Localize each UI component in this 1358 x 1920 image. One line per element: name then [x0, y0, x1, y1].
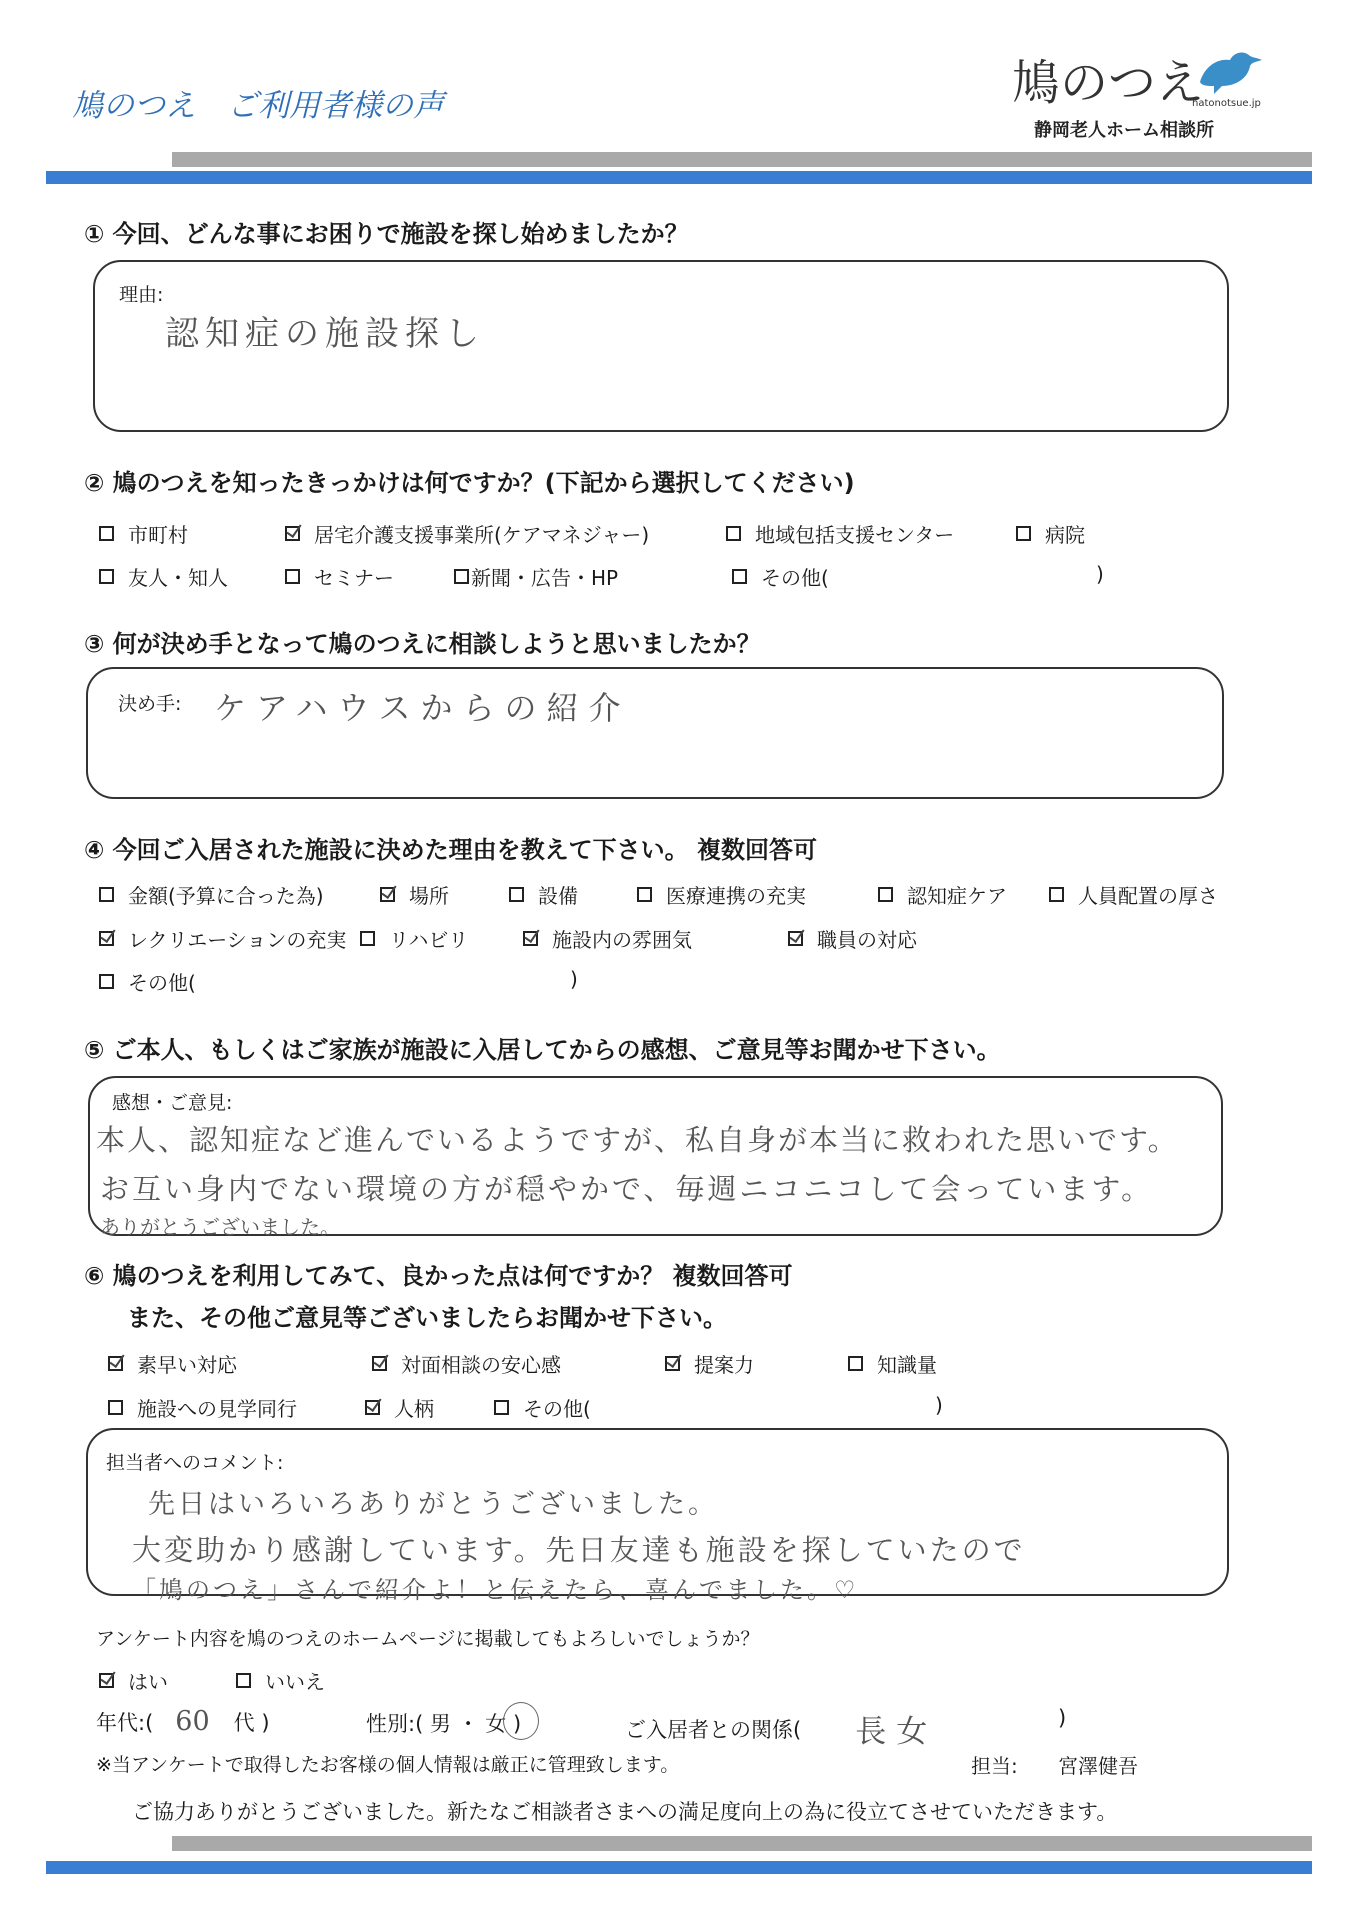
- gender-field[interactable]: 性別:( 男 ・ 女 ): [366, 1708, 521, 1738]
- q6-option-personality[interactable]: 人柄: [365, 1393, 434, 1422]
- age-field: 年代:( 60 代 ): [96, 1706, 270, 1737]
- checkbox[interactable]: [236, 1673, 251, 1688]
- q1-label: 理由:: [119, 284, 164, 306]
- q6-comment-line: 「鳩のつえ」さんで紹介よ！と伝えたら、喜んでました。♡: [132, 1576, 859, 1604]
- q1-question: ① 今回、どんな事にお困りで施設を探し始めましたか？: [84, 220, 689, 248]
- q5-answer-line: お互い身内でない環境の方が穏やかで、毎週ニコニコして会っています。: [100, 1172, 1154, 1206]
- logo-url: hatonotsue.jp: [1192, 98, 1261, 109]
- checkbox[interactable]: [360, 931, 375, 946]
- checkbox-checked[interactable]: [365, 1400, 380, 1415]
- q6-option-face-to-face[interactable]: 対面相談の安心感: [372, 1349, 561, 1378]
- q6-comment-line: 大変助かり感謝しています。先日友達も施設を探していたので: [132, 1533, 1026, 1567]
- checkbox[interactable]: [99, 526, 114, 541]
- publish-question: アンケート内容を鳩のつえのホームページに掲載してもよろしいでしょうか？: [96, 1628, 760, 1650]
- q4-option-recreation[interactable]: レクリエーションの充実: [99, 924, 346, 953]
- q3-label: 決め手:: [118, 693, 182, 715]
- logo: [1012, 44, 1262, 144]
- q5-question: ⑤ ご本人、もしくはご家族が施設に入居してからの感想、ご意見等お聞かせ下さい。: [84, 1036, 1001, 1064]
- relation-field: ご入居者との関係( 長女: [625, 1706, 937, 1751]
- footer-bar-gray: [172, 1836, 1312, 1851]
- q4-option-facilities[interactable]: 設備: [509, 880, 578, 909]
- checkbox[interactable]: [99, 569, 114, 584]
- q2-option-seminar[interactable]: セミナー: [285, 562, 394, 591]
- q6-comment-label: 担当者へのコメント:: [106, 1452, 284, 1474]
- checkbox-checked[interactable]: [788, 931, 803, 946]
- q6-option-knowledge[interactable]: 知識量: [848, 1349, 937, 1378]
- q4-option-staff-response[interactable]: 職員の対応: [788, 924, 917, 953]
- checkbox-checked[interactable]: [380, 887, 395, 902]
- q4-option-other[interactable]: その他(: [99, 967, 196, 996]
- checkbox-checked[interactable]: [108, 1356, 123, 1371]
- thanks-message: ご協力ありがとうございました。新たなご相談者さまへの満足度向上の為に役立てさせていただきます。: [132, 1800, 1118, 1824]
- page-title: 鳩のつえ ご利用者様の声: [72, 88, 444, 124]
- checkbox[interactable]: [285, 569, 300, 584]
- publish-no[interactable]: いいえ: [236, 1666, 325, 1695]
- checkbox[interactable]: [1049, 887, 1064, 902]
- q1-answer-box: [93, 260, 1229, 432]
- checkbox[interactable]: [878, 887, 893, 902]
- q4-option-dementia-care[interactable]: 認知症ケア: [878, 880, 1007, 909]
- age-value[interactable]: 60: [175, 1706, 210, 1737]
- q2-other-close: ): [1096, 562, 1104, 586]
- checkbox[interactable]: [99, 887, 114, 902]
- relation-value[interactable]: 長女: [855, 1714, 938, 1750]
- q5-answer-line: 本人、認知症など進んでいるようですが、私自身が本当に救われた思いです。: [96, 1123, 1179, 1157]
- checkbox-checked[interactable]: [523, 931, 538, 946]
- logo-subtitle: 静岡老人ホーム相談所: [1034, 120, 1214, 141]
- q2-option-newspaper[interactable]: 新聞・広告・HP: [454, 562, 618, 591]
- q5-answer-line: ありがとうございました。: [100, 1215, 340, 1239]
- q6-other-close: ): [935, 1393, 943, 1417]
- q6-comment-line: 先日はいろいろありがとうございました。: [148, 1489, 718, 1520]
- footer-bar-blue: [46, 1861, 1312, 1874]
- checkbox-checked[interactable]: [99, 1673, 114, 1688]
- header-bar-blue: [46, 171, 1312, 184]
- q2-option-friend[interactable]: 友人・知人: [99, 562, 228, 591]
- checkbox[interactable]: [848, 1356, 863, 1371]
- q4-option-location[interactable]: 場所: [380, 880, 449, 909]
- q2-option-municipality[interactable]: 市町村: [99, 519, 188, 548]
- q4-option-price[interactable]: 金額(予算に合った為): [99, 880, 324, 909]
- q5-answer-box: [88, 1076, 1223, 1239]
- q2-option-care-manager[interactable]: 居宅介護支援事業所(ケアマネジャー): [285, 519, 649, 548]
- q6-option-other[interactable]: その他(: [494, 1393, 591, 1422]
- checkbox[interactable]: [108, 1400, 123, 1415]
- checkbox-checked[interactable]: [285, 526, 300, 541]
- checkbox-checked[interactable]: [99, 931, 114, 946]
- privacy-note: ※当アンケートで取得したお客様の個人情報は厳正に管理致します。: [96, 1754, 680, 1776]
- checkbox[interactable]: [726, 526, 741, 541]
- q6-option-quick[interactable]: 素早い対応: [108, 1349, 237, 1378]
- q3-answer-box: [86, 667, 1224, 799]
- staff-name: 宮澤健吾: [1058, 1754, 1138, 1778]
- staff-label: 担当:: [971, 1754, 1018, 1778]
- q4-question: ④ 今回ご入居された施設に決めた理由を教えて下さい。 複数回答可: [84, 836, 818, 864]
- relation-close: ): [1058, 1706, 1067, 1730]
- checkbox[interactable]: [509, 887, 524, 902]
- q2-question: ② 鳩のつえを知ったきっかけは何ですか？(下記から選択してください): [84, 469, 855, 497]
- checkbox[interactable]: [494, 1400, 509, 1415]
- q5-label: 感想・ご意見:: [112, 1092, 233, 1114]
- checkbox[interactable]: [1016, 526, 1031, 541]
- header-bar-gray: [172, 152, 1312, 167]
- checkbox-checked[interactable]: [372, 1356, 387, 1371]
- q4-option-staffing[interactable]: 人員配置の厚さ: [1049, 880, 1218, 909]
- checkbox[interactable]: [454, 569, 469, 584]
- gender-circle-mark: [503, 1702, 539, 1740]
- q6-comment-box: [86, 1428, 1229, 1604]
- q6-question: ⑥ 鳩のつえを利用してみて、良かった点は何ですか？ 複数回答可: [84, 1262, 793, 1290]
- q4-option-rehab[interactable]: リハビリ: [360, 924, 468, 953]
- logo-text: 鳩のつえ: [1012, 55, 1205, 111]
- q4-other-close: ): [570, 967, 578, 991]
- q4-option-medical[interactable]: 医療連携の充実: [637, 880, 806, 909]
- q2-option-other[interactable]: その他(: [732, 562, 829, 591]
- checkbox[interactable]: [99, 974, 114, 989]
- checkbox[interactable]: [732, 569, 747, 584]
- q1-answer: 認知症の施設探し: [165, 314, 485, 354]
- checkbox[interactable]: [637, 887, 652, 902]
- q2-option-hospital[interactable]: 病院: [1016, 519, 1085, 548]
- q6-question-sub: また、その他ご意見等ございましたらお聞かせ下さい。: [127, 1304, 727, 1332]
- publish-yes[interactable]: はい: [99, 1666, 168, 1695]
- q4-option-atmosphere[interactable]: 施設内の雰囲気: [523, 924, 692, 953]
- q2-option-support-center[interactable]: 地域包括支援センター: [726, 519, 954, 548]
- q3-answer: ケアハウスからの紹介: [214, 689, 631, 727]
- q3-question: ③ 何が決め手となって鳩のつえに相談しようと思いましたか？: [84, 630, 761, 658]
- q6-option-visit[interactable]: 施設への見学同行: [108, 1393, 297, 1422]
- q6-option-proposal[interactable]: 提案力: [665, 1349, 754, 1378]
- checkbox-checked[interactable]: [665, 1356, 680, 1371]
- bird-icon: [1192, 48, 1262, 98]
